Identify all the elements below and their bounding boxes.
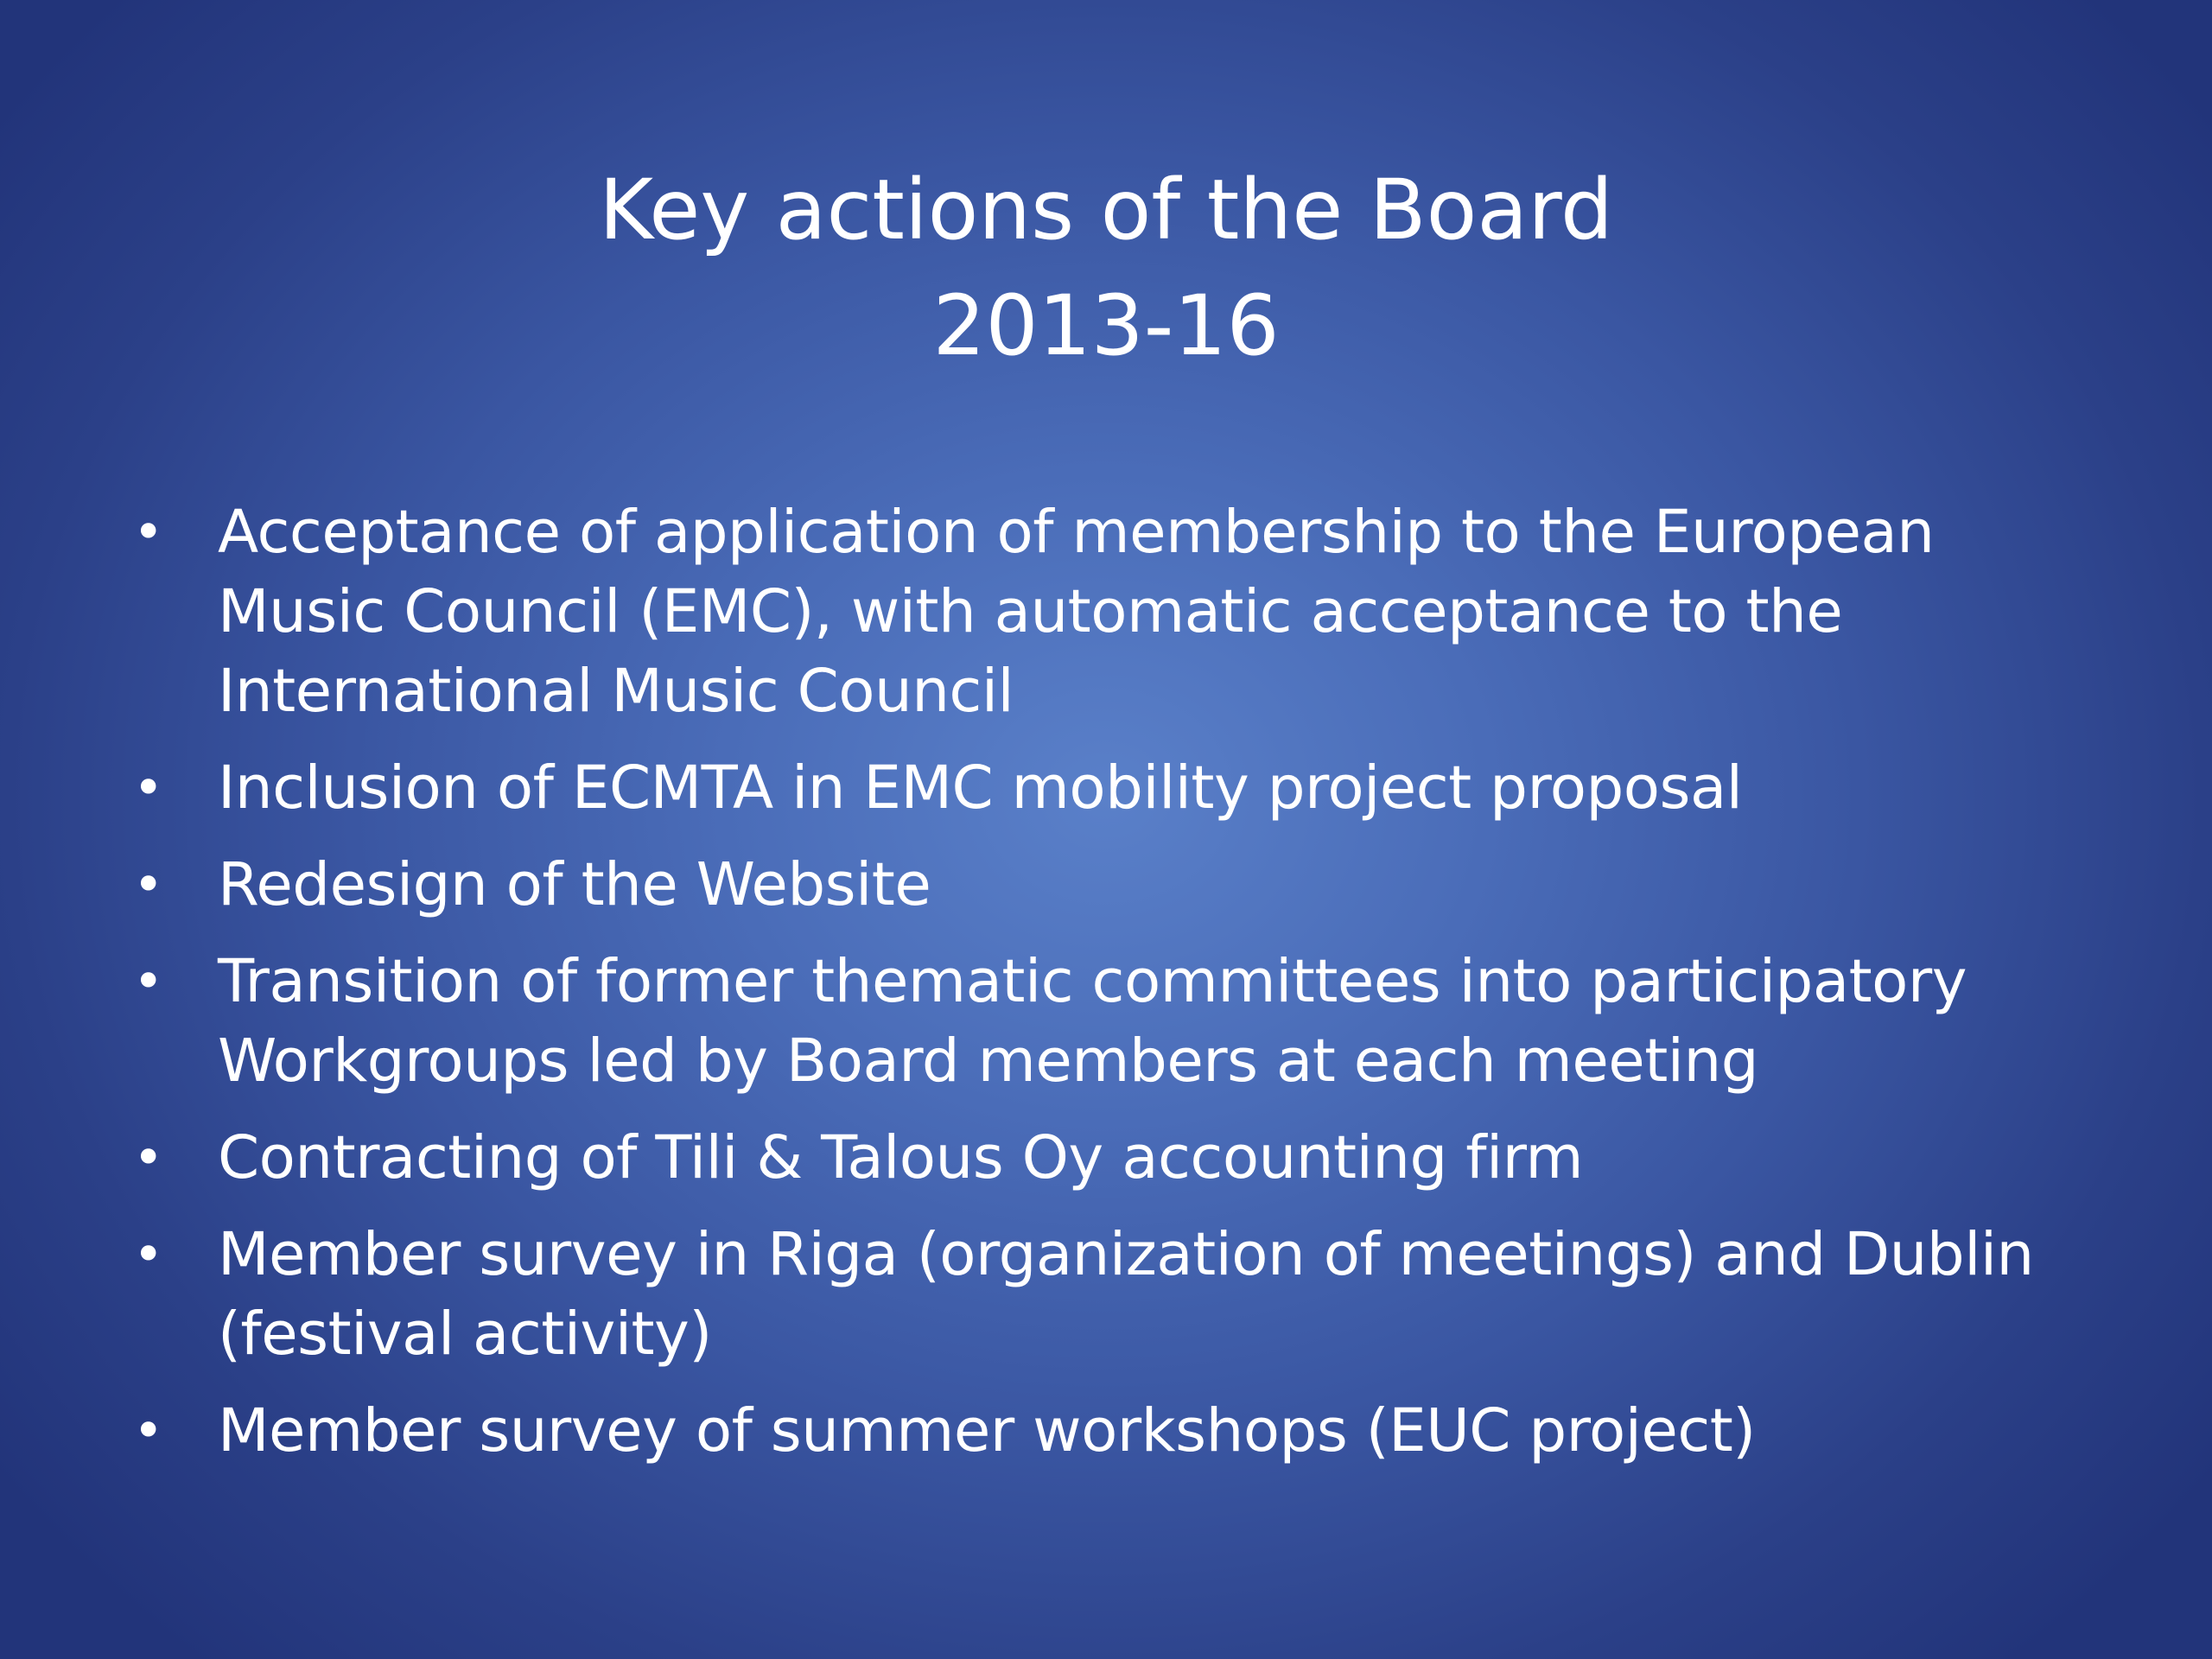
bullet-item-workgroups [128, 942, 2115, 1101]
bullet-item-emc-membership [128, 493, 2115, 731]
bullet-text: Transition of former thematic committees into participatory Workgroups led by Board members at each meeting [218, 947, 1967, 1096]
bullet-list [128, 493, 2115, 1488]
bullet-icon: • [133, 1224, 163, 1285]
slide-title-line-1: Key actions of the Board [599, 162, 1613, 259]
bullet-icon: • [133, 1128, 163, 1188]
bullet-item-survey-riga-dublin [128, 1215, 2115, 1374]
bullet-text: Acceptance of application of membership to the European Music Council (EMC), with automatic acceptance to the International Music Council [218, 498, 1935, 726]
bullet-text: Member survey of summer workshops (EUC project) [218, 1396, 1756, 1465]
bullet-icon: • [133, 855, 163, 915]
bullet-text: Inclusion of ECMTA in EMC mobility project proposal [218, 753, 1743, 823]
bullet-item-mobility-project [128, 748, 2115, 828]
bullet-item-accounting-firm [128, 1118, 2115, 1198]
bullet-text: Member survey in Riga (organization of meetings) and Dublin (festival activity) [218, 1220, 2034, 1369]
slide-title [0, 152, 2212, 384]
bullet-item-website-redesign [128, 845, 2115, 925]
slide-title-line-2: 2013-16 [932, 277, 1280, 375]
bullet-text: Redesign of the Website [218, 850, 931, 919]
bullet-text: Contracting of Tili & Talous Oy accounting firm [218, 1123, 1584, 1192]
bullet-icon: • [133, 758, 163, 818]
bullet-icon: • [133, 502, 163, 563]
bullet-icon: • [133, 951, 163, 1012]
bullet-icon: • [133, 1401, 163, 1461]
bullet-item-survey-summer-workshops [128, 1391, 2115, 1471]
